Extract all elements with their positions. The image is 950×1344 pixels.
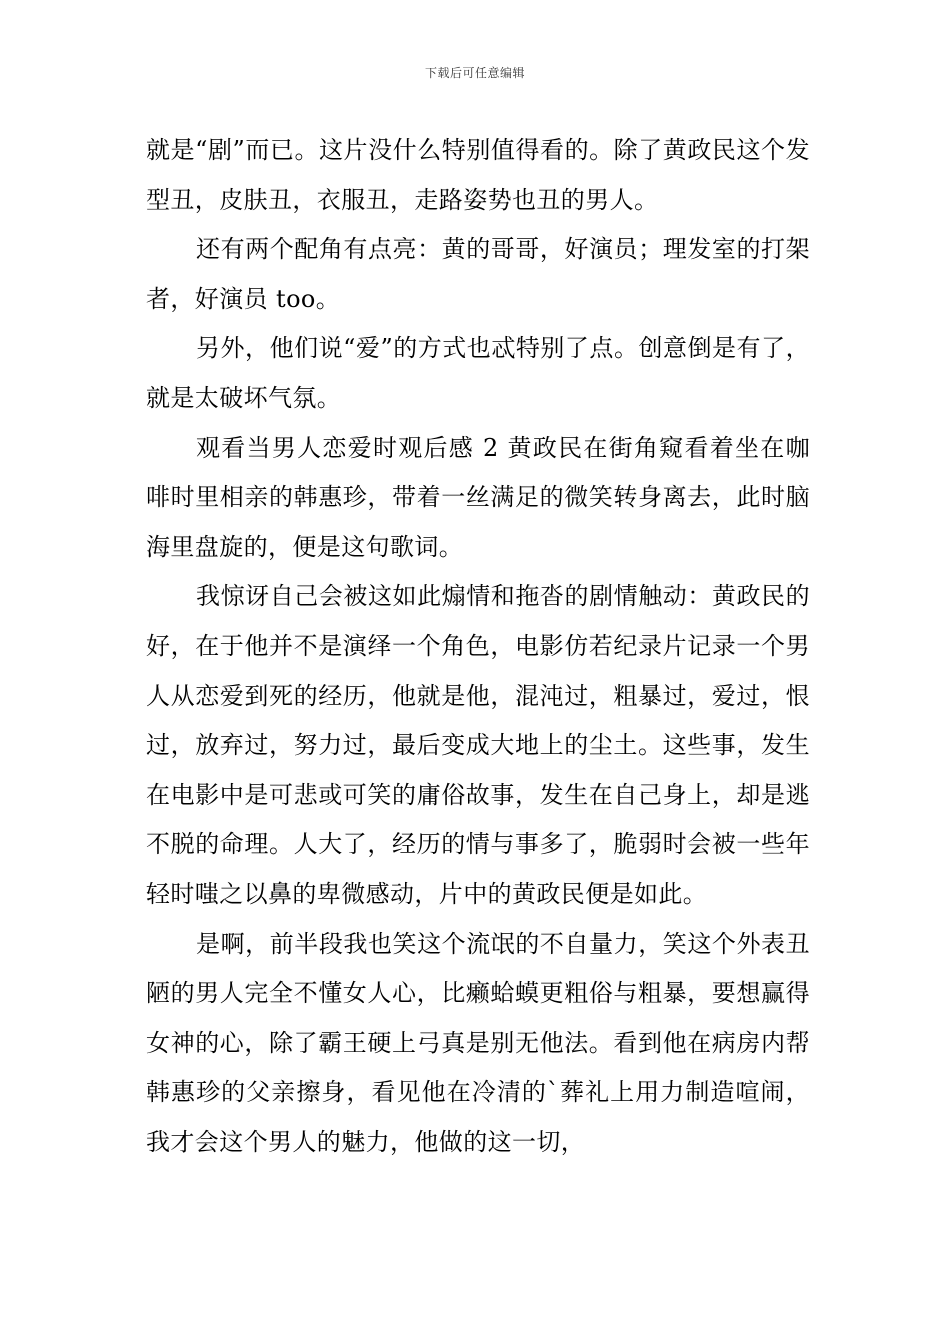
paragraph-1: 就是“剧”而已。这片没什么特别值得看的。除了黄政民这个发型丑，皮肤丑，衣服丑，走路姿势也丑的男人。 <box>146 136 810 214</box>
paragraph-4: 观看当男人恋爱时观后感 2 黄政民在街角窥看着坐在咖啡时里相亲的韩惠珍，带着一丝满足的微笑转身离去，此时脑海里盘旋的，便是这句歌词。 <box>146 433 810 561</box>
paragraph-3: 另外，他们说“爱”的方式也忒特别了点。创意倒是有了，就是太破坏气氛。 <box>146 334 810 412</box>
paragraph-2: 还有两个配角有点亮：黄的哥哥，好演员；理发室的打架者，好演员 too。 <box>146 235 810 313</box>
page-header: 下载后可任意编辑 <box>424 66 525 80</box>
paragraph-6: 是啊，前半段我也笑这个流氓的不自量力，笑这个外表丑陋的男人完全不懂女人心，比癞蛤蟆更粗俗与粗暴，要想赢得女神的心，除了霸王硬上弓真是别无他法。看到他在病房内帮韩惠珍的父亲擦身，看见他在冷清的`葬礼上用力制造喧闹，我才会这个男人的魅力，他做的这一切， <box>146 929 810 1156</box>
paragraph-5: 我惊讶自己会被这如此煽情和拖沓的剧情触动：黄政民的好，在于他并不是演绎一个角色，电影仿若纪录片记录一个男人从恋爱到死的经历，他就是他，混沌过，粗暴过，爱过，恨过，放弃过，努力过，最后变成大地上的尘土。这些事，发生在电影中是可悲或可笑的庸俗故事，发生在自己身上，却是逃不脱的命理。人大了，经历的情与事多了，脆弱时会被一些年轻时嗤之以鼻的卑微感动，片中的黄政民便是如此。 <box>146 582 810 908</box>
document-body <box>146 126 810 1167</box>
